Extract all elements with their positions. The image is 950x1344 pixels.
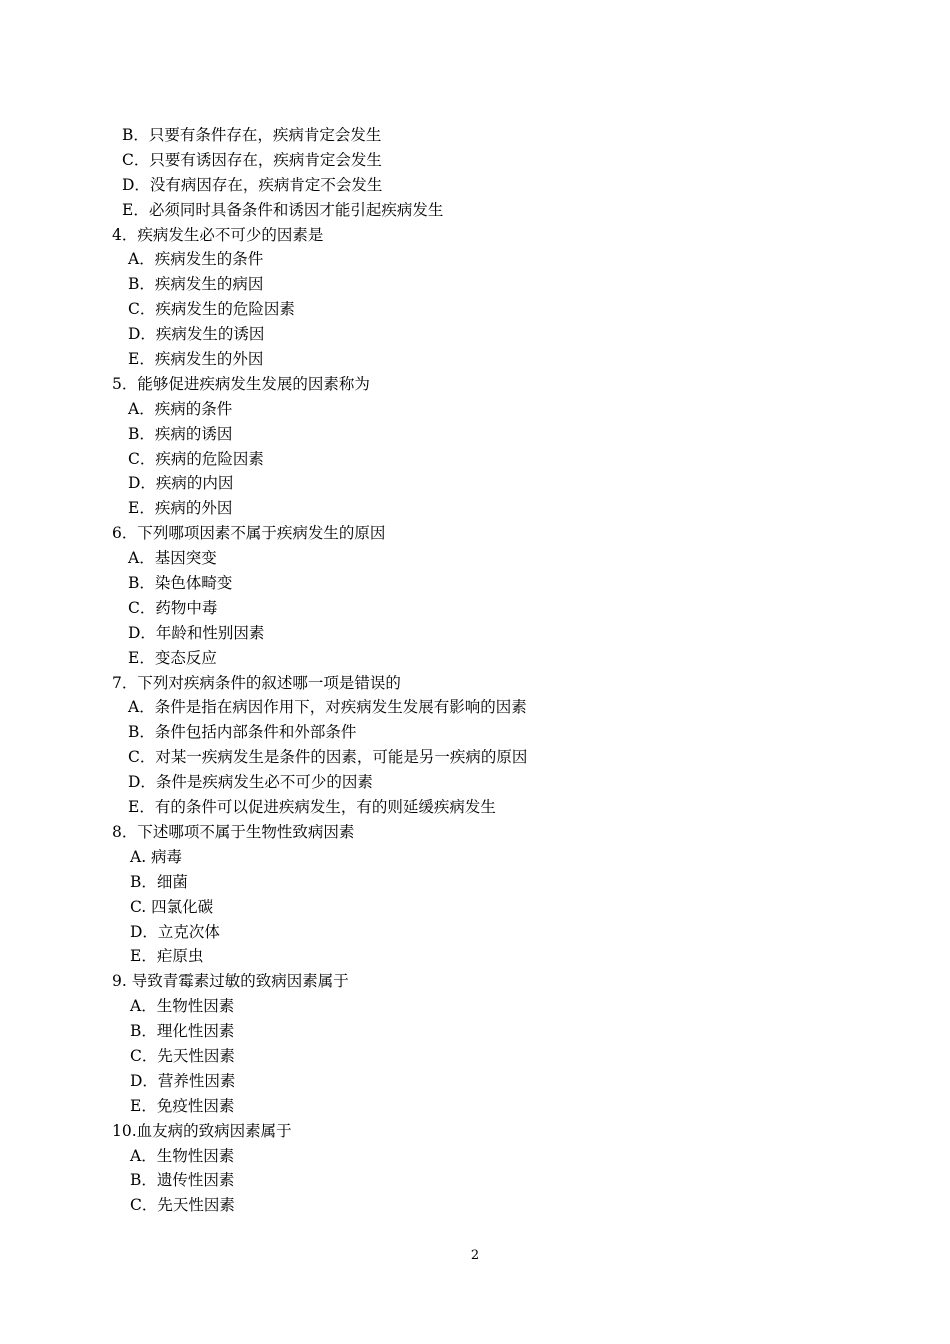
answer-option: B．只要有条件存在，疾病肯定会发生 (122, 126, 382, 144)
answer-option: B．遗传性因素 (130, 1171, 235, 1190)
answer-option: D．疾病的内因 (128, 474, 234, 493)
answer-option: E．疾病的外因 (128, 499, 233, 518)
answer-option: E．疾病发生的外因 (128, 350, 264, 369)
answer-option: C. 四氯化碳 (130, 897, 214, 916)
answer-option: A．条件是指在病因作用下，对疾病发生发展有影响的因素 (128, 698, 527, 717)
question-text: 6．下列哪项因素不属于疾病发生的原因 (112, 524, 386, 543)
answer-option: C．对某一疾病发生是条件的因素，可能是另一疾病的原因 (128, 748, 528, 767)
answer-option: A．基因突变 (128, 549, 217, 568)
question-text: 8．下述哪项不属于生物性致病因素 (112, 822, 355, 841)
answer-option: A．疾病发生的条件 (128, 250, 264, 269)
question-text: 9. 导致青霉素过敏的致病因素属于 (112, 972, 349, 991)
question-text: 5．能够促进疾病发生发展的因素称为 (112, 374, 370, 393)
answer-option: A．疾病的条件 (128, 399, 233, 418)
answer-option: D．没有病因存在，疾病肯定不会发生 (122, 175, 383, 194)
answer-option: E．有的条件可以促进疾病发生，有的则延缓疾病发生 (128, 798, 496, 817)
answer-option: B．细菌 (130, 872, 188, 891)
answer-option: A．生物性因素 (130, 997, 235, 1016)
answer-option: C．疾病发生的危险因素 (128, 300, 295, 319)
answer-option: B．理化性因素 (130, 1022, 235, 1041)
answer-option: B．条件包括内部条件和外部条件 (128, 723, 357, 742)
question-text: 4．疾病发生必不可少的因素是 (112, 225, 324, 244)
answer-option: A．生物性因素 (130, 1146, 235, 1165)
answer-option: C．药物中毒 (128, 598, 218, 617)
answer-option: B．疾病发生的病因 (128, 275, 264, 294)
question-text: 10.血友病的致病因素属于 (112, 1121, 292, 1140)
answer-option: D．条件是疾病发生必不可少的因素 (128, 773, 373, 792)
answer-option: C．疾病的危险因素 (128, 449, 264, 468)
answer-option: B．疾病的诱因 (128, 424, 233, 443)
answer-option: A. 病毒 (130, 847, 183, 866)
page-number: 2 (470, 1248, 480, 1263)
question-text: 7．下列对疾病条件的叙述哪一项是错误的 (112, 673, 401, 692)
answer-option: C．先天性因素 (130, 1196, 235, 1215)
answer-option: D．年龄和性别因素 (128, 623, 265, 642)
exam-questions (112, 123, 852, 1218)
answer-option: D．营养性因素 (130, 1071, 236, 1090)
answer-option: E．必须同时具备条件和诱因才能引起疾病发生 (122, 200, 444, 219)
answer-option: E．免疫性因素 (130, 1096, 235, 1115)
answer-option: B．染色体畸变 (128, 574, 233, 593)
answer-option: C．先天性因素 (130, 1046, 235, 1065)
answer-option: D．立克次体 (130, 922, 220, 941)
answer-option: C．只要有诱因存在，疾病肯定会发生 (122, 150, 382, 169)
answer-option: D．疾病发生的诱因 (128, 325, 265, 344)
answer-option: E．变态反应 (128, 648, 217, 667)
answer-option: E．疟原虫 (130, 947, 204, 966)
